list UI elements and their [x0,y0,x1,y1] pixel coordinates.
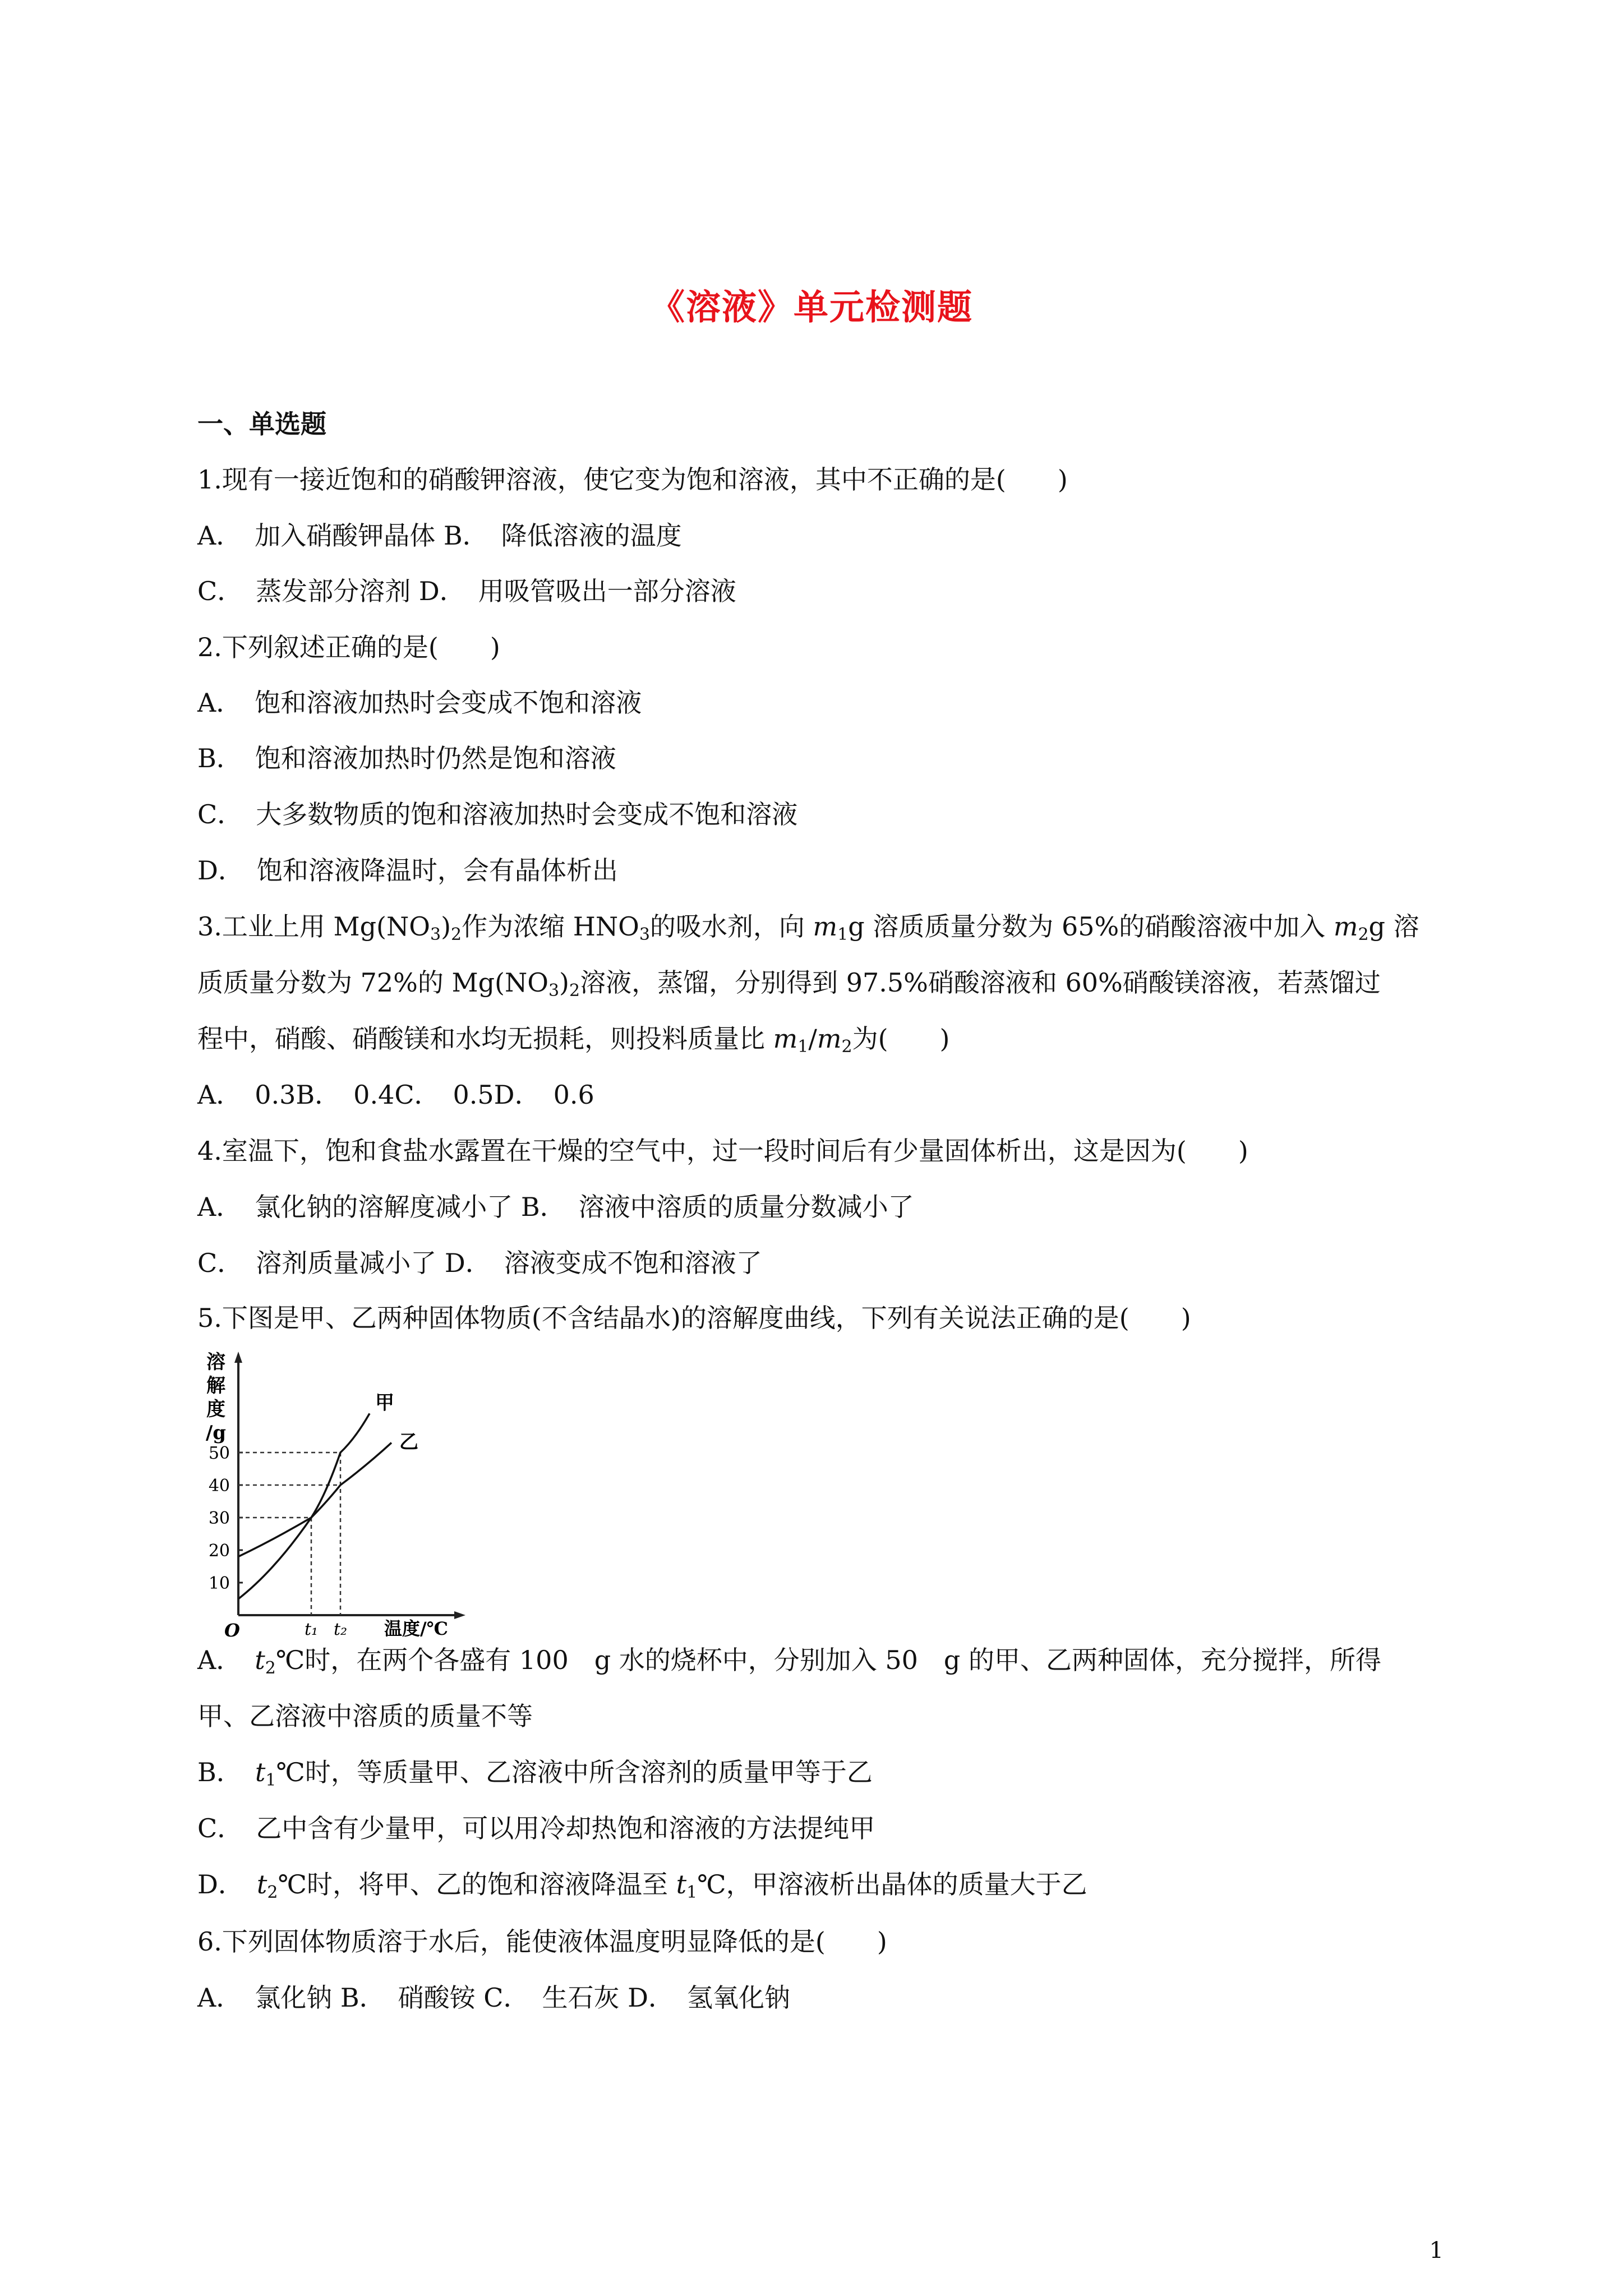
question-4-options-cd: C． 溶剂质量减小了 D． 溶液变成不饱和溶液了 [197,1248,762,1278]
series-curve-yi [238,1443,391,1557]
question-3-line-1: 3.工业上用 $Mg(NO_3)_2$作为浓缩 $HNO_3$的吸水剂，向 $m_1g$ 溶质质量分数为 65%的硝酸溶液中加入 $m_2g$ 溶 [197,911,1419,944]
y-tick-label: 30 [208,1509,230,1528]
question-4-options-ab: A． 氯化钠的溶解度减小了 B． 溶液中溶质的质量分数减小了 [197,1192,914,1222]
y-axis-label-char: /g [205,1422,227,1444]
question-5-option-a-line-1: A． $t_2℃$时，在两个各盛有 100 g 水的烧杯中，分别加入 50 g 的甲、乙两种固体，充分搅拌，所得 [197,1645,1381,1678]
page-title: 《溶液》单元检测题 [649,287,973,328]
x-tick-label-t1: t₁ [304,1620,319,1638]
section-heading: 一、单选题 [197,409,326,439]
series-curve-jia [238,1413,370,1599]
x-axis-arrow [454,1611,465,1619]
question-1-stem: 1.现有一接近饱和的硝酸钾溶液，使它变为饱和溶液，其中不正确的是( ) [197,464,1068,495]
y-axis-label-char: 溶 [206,1351,225,1373]
origin-label: O [224,1620,240,1638]
x-axis-label: 温度/℃ [384,1618,449,1638]
series-label-jia: 甲 [375,1391,394,1414]
y-tick-label: 10 [208,1574,230,1593]
y-tick-label: 40 [208,1476,230,1496]
question-2-option-d: D． 饱和溶液降温时，会有晶体析出 [197,855,618,886]
question-2-option-c: C． 大多数物质的饱和溶液加热时会变成不饱和溶液 [197,799,798,829]
question-5-option-a-line-2: 甲、乙溶液中溶质的质量不等 [197,1701,533,1731]
x-tick-label-t2: t₂ [333,1620,348,1638]
y-axis-arrow [234,1352,242,1363]
question-5-option-b: B． $t_1℃$时，等质量甲、乙溶液中所含溶剂的质量甲等于乙 [197,1757,873,1790]
question-6-options: A． 氯化钠 B． 硝酸铵 C． 生石灰 D． 氢氧化钠 [197,1983,790,2013]
question-3-options: A． 0.3B． 0.4C． 0.5D． 0.6 [197,1080,594,1110]
y-axis-label-char: 解 [206,1375,225,1397]
question-3-line-3: 程中，硝酸、硝酸镁和水均无损耗，则投料质量比 $m_1/m_2$为( ) [197,1023,950,1057]
series-label-yi: 乙 [399,1431,418,1454]
question-5-stem: 5.下图是甲、乙两种固体物质(不含结晶水)的溶解度曲线，下列有关说法正确的是( ) [197,1303,1191,1333]
solubility-chart [191,1346,471,1638]
question-4-stem: 4.室温下，饱和食盐水露置在干燥的空气中，过一段时间后有少量固体析出，这是因为( ) [197,1136,1248,1166]
y-tick-label: 50 [208,1444,230,1463]
question-1-options-cd: C． 蒸发部分溶剂 D． 用吸管吸出一部分溶液 [197,576,736,606]
question-6-stem: 6.下列固体物质溶于水后，能使液体温度明显降低的是( ) [197,1926,887,1957]
question-2-stem: 2.下列叙述正确的是( ) [197,632,500,662]
y-axis-label-char: 度 [206,1398,225,1421]
y-tick-label: 20 [208,1541,230,1561]
page-number: 1 [1429,2238,1444,2263]
question-2-option-a: A． 饱和溶液加热时会变成不饱和溶液 [197,688,642,718]
question-5-option-d: D． $t_2℃$时，将甲、乙的饱和溶液降温至 $t_1℃$，甲溶液析出晶体的质量大于乙 [197,1869,1087,1902]
question-3-line-2: 质质量分数为 72%的 $Mg(NO_3)_2$溶液，蒸馏，分别得到 97.5%硝酸溶液和 60%硝酸镁溶液，若蒸馏过 [197,967,1381,1001]
question-5-option-c: C． 乙中含有少量甲，可以用冷却热饱和溶液的方法提纯甲 [197,1813,875,1843]
question-1-options-ab: A． 加入硝酸钾晶体 B． 降低溶液的温度 [197,520,682,551]
question-2-option-b: B． 饱和溶液加热时仍然是饱和溶液 [197,743,616,773]
